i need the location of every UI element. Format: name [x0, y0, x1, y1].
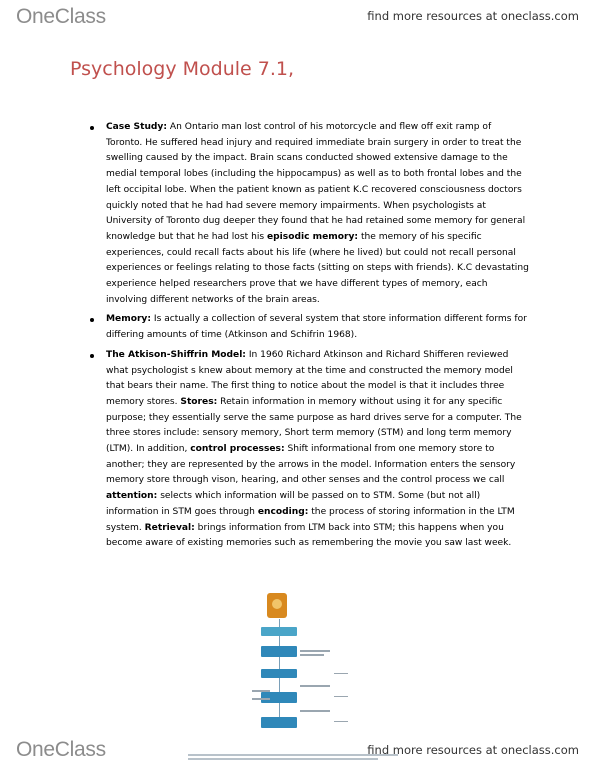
body-text: selects which information will be passed on to STM. Some (but not all) information in STM goes through — [106, 491, 481, 517]
memory-model-figure — [252, 590, 392, 760]
stimulus-photo — [267, 593, 287, 618]
annotation-mark — [300, 654, 324, 656]
body-text: Shift informational from one memory store to another; they are represented by the arrows in the model. Information enters the sensory memory store through vison, hearing, and other senses and the control process we call — [106, 444, 516, 486]
bullet-icon — [90, 126, 94, 130]
top-bar — [0, 0, 595, 30]
forgetting-mark — [334, 696, 348, 697]
flow-arrow — [279, 636, 280, 646]
figure-caption-line — [188, 758, 378, 760]
annotation-mark — [300, 650, 330, 652]
term-label: attention: — [106, 491, 158, 502]
notes-list — [90, 120, 530, 556]
oneclass-logo-footer[interactable]: OneClass — [16, 738, 106, 761]
resources-link[interactable]: find more resources at oneclass.com — [367, 9, 579, 23]
list-item-atkinson-shiffrin — [90, 348, 530, 552]
flow-arrow — [279, 657, 280, 669]
flow-arrow — [279, 678, 280, 692]
list-item-case-study — [90, 120, 530, 308]
bullet-icon — [90, 354, 94, 358]
annotation-mark — [300, 710, 330, 712]
stimulus-box — [261, 627, 297, 636]
oneclass-logo[interactable]: OneClass — [16, 5, 106, 28]
body-text: brings information from LTM back into STM; this happens when you become aware of existing memories such as remembering the movie you saw last week. — [106, 522, 512, 549]
forgetting-mark — [334, 673, 348, 674]
body-text: In 1960 Richard Atkinson and Richard Shifferen reviewed what psychologist s knew about memory at the time and constructed the memory model that bears their name. The first thing to notice about the model is that it includes three memory stores. — [106, 349, 513, 407]
term-label: encoding: — [257, 506, 309, 517]
bullet-icon — [90, 318, 94, 322]
term-label: Stores: — [180, 396, 218, 407]
term-label: Case Study: — [106, 122, 168, 132]
body-text: the memory of his specific experiences, could recall facts about his life (where he lived) but could not recall personal experiences or feelings relating to those facts (sitting on steps with friends). K.C devastating experience helped researchers prove that we have different types of memory, each involving different networks of the brain areas. — [106, 231, 529, 305]
sensory-register-box — [261, 646, 297, 657]
body-text: An Ontario man lost control of his motorcycle and flew off exit ramp of Toronto. He suffered head injury and required immediate brain surgery in order to treat the swelling caused by the impact. Brain scans conducted showed extensive damage to the medial temporal lobes (including the hippocampus) as well as to both frontal lobes and the left occipital lobe. When the patient known as patient K.C recovered consciousness doctors quickly noted that he had had severe memory impairments. When psychologists at University of Toronto dug deeper they found that he had retained some memory for general knowledge but that he had lost his — [106, 122, 526, 242]
page-title: Psychology Module 7.1, — [70, 58, 295, 80]
rehearsal-mark — [252, 690, 270, 692]
term-label: episodic memory: — [266, 231, 359, 242]
body-text: Retain information in memory without using it for any specific purpose; they essentially serve the same purpose as hard drives serve for a computer. The three stores include: sensory memory, Short term memory (STM) and long term memory (LTM). In addition, — [106, 396, 522, 455]
long-term-memory-box — [261, 717, 297, 728]
term-label: Memory: — [106, 314, 151, 325]
resources-link-footer[interactable]: find more resources at oneclass.com — [367, 743, 579, 757]
body-text: the process of storing information in the LTM system. — [106, 506, 515, 533]
annotation-mark — [300, 685, 330, 687]
flow-arrow — [279, 703, 280, 717]
forgetting-mark — [334, 721, 348, 722]
term-label: control processes: — [190, 444, 285, 455]
term-label: The Atkison-Shiffrin Model: — [106, 349, 246, 360]
term-label: Retrieval: — [144, 522, 195, 533]
body-text: Is actually a collection of several system that store information different forms for differing amounts of time (Atkinson and Schifrin 1968). — [106, 314, 527, 341]
list-item-memory — [90, 312, 530, 343]
flow-arrow — [279, 619, 280, 627]
rehearsal-mark — [252, 698, 270, 700]
sensory-memory-box — [261, 669, 297, 678]
